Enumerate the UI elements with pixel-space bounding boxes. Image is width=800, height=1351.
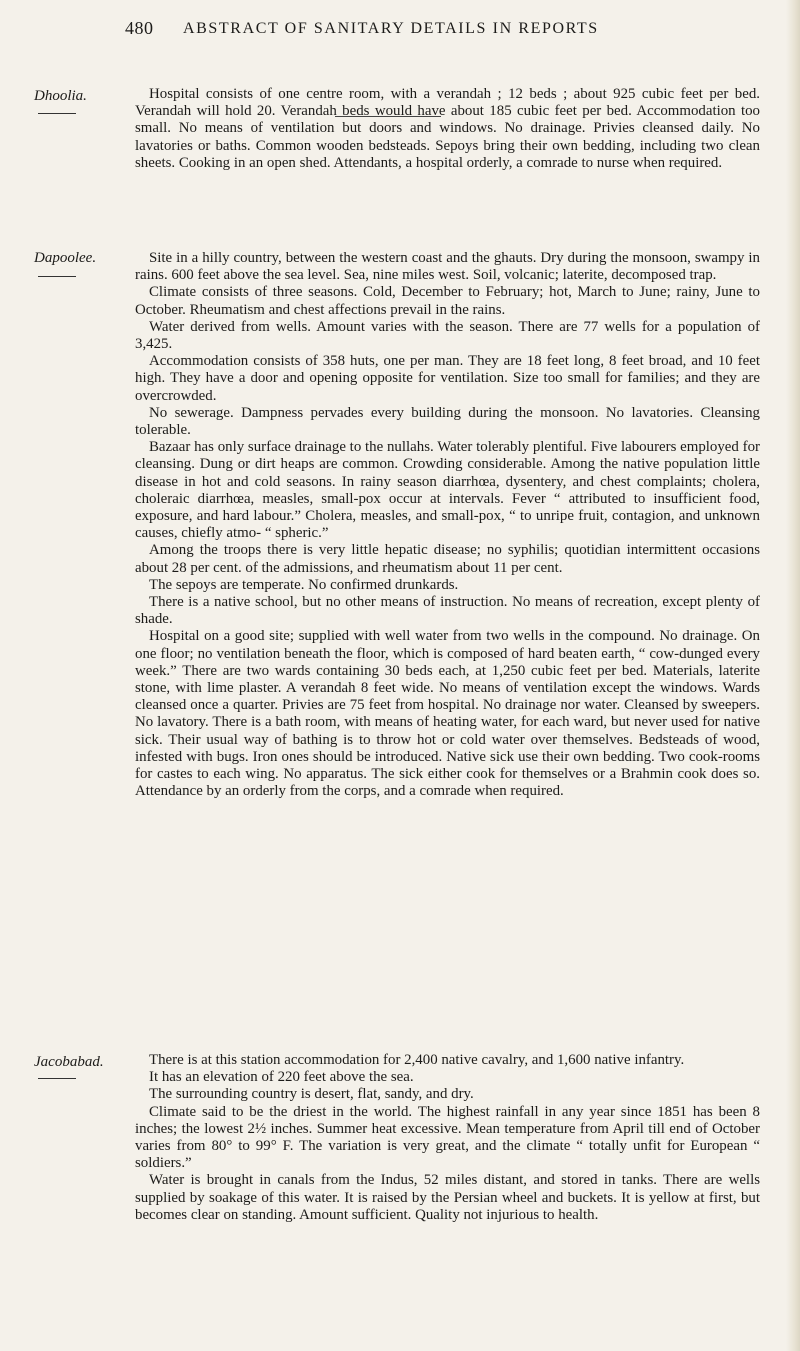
paragraph: Among the troops there is very little hepatic disease; no syphilis; quotidian intermittent occasions about 28 per cent. of the admissions, and rheumatism about 11 per cent. bbox=[135, 542, 760, 576]
paragraph: Water derived from wells. Amount varies with the season. There are 77 wells for a population of 3,425. bbox=[135, 318, 760, 353]
section-dhoolia bbox=[135, 86, 760, 172]
running-title: ABSTRACT OF SANITARY DETAILS IN REPORTS bbox=[183, 20, 599, 37]
paragraph: There is a native school, but no other means of instruction. No means of recreation, except plenty of shade. bbox=[135, 594, 760, 628]
paragraph: Water is brought in canals from the Indus, 52 miles distant, and stored in tanks. There are wells supplied by soakage of this water. It is raised by the Persian wheel and buckets. It is yellow at first, but becomes clear on standing. Amount sufficient. Quality not injurious to health. bbox=[135, 1172, 760, 1223]
paragraph: The surrounding country is desert, flat, sandy, and dry. bbox=[149, 1086, 474, 1103]
paragraph: Climate said to be the driest in the world. The highest rainfall in any year since 1851 has been 8 inches; the lowest 2½ inches. Summer heat excessive. Mean temperature from April till end of October varies from 80° to 99° F. The variation is very great, and the climate “ totally unfit for European “ soldiers.” bbox=[135, 1103, 760, 1172]
page-edge bbox=[786, 0, 800, 1351]
paragraph: Bazaar has only surface drainage to the nullahs. Water tolerably plentiful. Five labourers employed for cleansing. Dung or dirt heaps are common. Crowding considerable. Among the native population little disease in hot and cold seasons. In rainy season diarrhœa, dysentery, and chest complaints; cholera, choleraic diarrhœa, measles, small-pox occur at intervals. Fever “ attributed to insufficient food, exposure, and hard labour.” Cholera, measles, and small-pox, “ to unripe fruit, contagion, and unknown causes, chiefly atmo- “ spheric.” bbox=[135, 439, 760, 542]
section-dapoolee bbox=[135, 250, 760, 801]
paragraph: It has an elevation of 220 feet above the sea. bbox=[149, 1069, 414, 1086]
margin-label-jacobabad: Jacobabad. bbox=[34, 1054, 104, 1070]
margin-label-dapoolee: Dapoolee. bbox=[34, 250, 97, 266]
margin-rule bbox=[38, 1078, 76, 1079]
section-separator bbox=[335, 116, 441, 117]
paragraph: Climate consists of three seasons. Cold, December to February; hot, March to June; rainy, June to October. Rheumatism and chest affections prevail in the rains. bbox=[135, 284, 760, 318]
paragraph: No sewerage. Dampness pervades every building during the monsoon. No lavatories. Cleansing tolerable. bbox=[135, 404, 760, 439]
margin-rule bbox=[38, 113, 76, 114]
margin-label-dhoolia: Dhoolia. bbox=[34, 88, 87, 104]
margin-rule bbox=[38, 276, 76, 277]
paragraph: There is at this station accommodation for 2,400 native cavalry, and 1,600 native infantry. bbox=[149, 1052, 685, 1068]
paragraph: The sepoys are temperate. No confirmed drunkards. bbox=[149, 576, 459, 593]
paragraph: Hospital consists of one centre room, with a verandah ; 12 beds ; about 925 cubic feet per bed. Verandah will hold 20. Verandah beds would have about 185 cubic feet per bed. Accommodation too small. No means of ventilation but doors and windows. No drainage. Privies cleansed daily. No lavatories or baths. Common wooden bedsteads. Sepoys bring their own bedding, including two clean sheets. Cooking in an open shed. Attendants, a hospital orderly, a comrade to nurse when required. bbox=[135, 86, 760, 171]
paragraph: Hospital on a good site; supplied with well water from two wells in the compound. No drainage. On one floor; no ventilation beneath the floor, which is composed of hard beaten earth, “ cow-dunged every week.” There are two wards containing 30 beds each, at 1,250 cubic feet per bed. Materials, laterite stone, with lime plaster. A verandah 8 feet wide. No means of ventilation except the windows. Wards cleansed once a quarter. Privies are 75 feet from hospital. No drainage nor water. Cleansed by sweepers. No lavatory. There is a bath room, with means of heating water, for each ward, but never used for native sick. Their usual way of bathing is to throw hot or cold water over themselves. Bedsteads of wood, infested with bugs. Iron ones should be introduced. Native sick use their own bedding. Two cook-rooms for castes to each wing. No apparatus. The sick either cook for themselves or a Brahmin cook does so. Attendance by an orderly from the corps, and a comrade when required. bbox=[135, 628, 760, 800]
running-header bbox=[125, 18, 765, 48]
page-number: 480 bbox=[125, 18, 154, 38]
paragraph: Accommodation consists of 358 huts, one per man. They are 18 feet long, 8 feet broad, and 10 feet high. They have a door and opening opposite for ventilation. Size too small for families; and they are overcrowded. bbox=[135, 353, 760, 404]
paragraph: Site in a hilly country, between the western coast and the ghauts. Dry during the monsoon, swampy in rains. 600 feet above the sea level. Sea, nine miles west. Soil, volcanic; laterite, decomposed trap. bbox=[135, 250, 760, 284]
section-jacobabad bbox=[135, 1052, 760, 1224]
